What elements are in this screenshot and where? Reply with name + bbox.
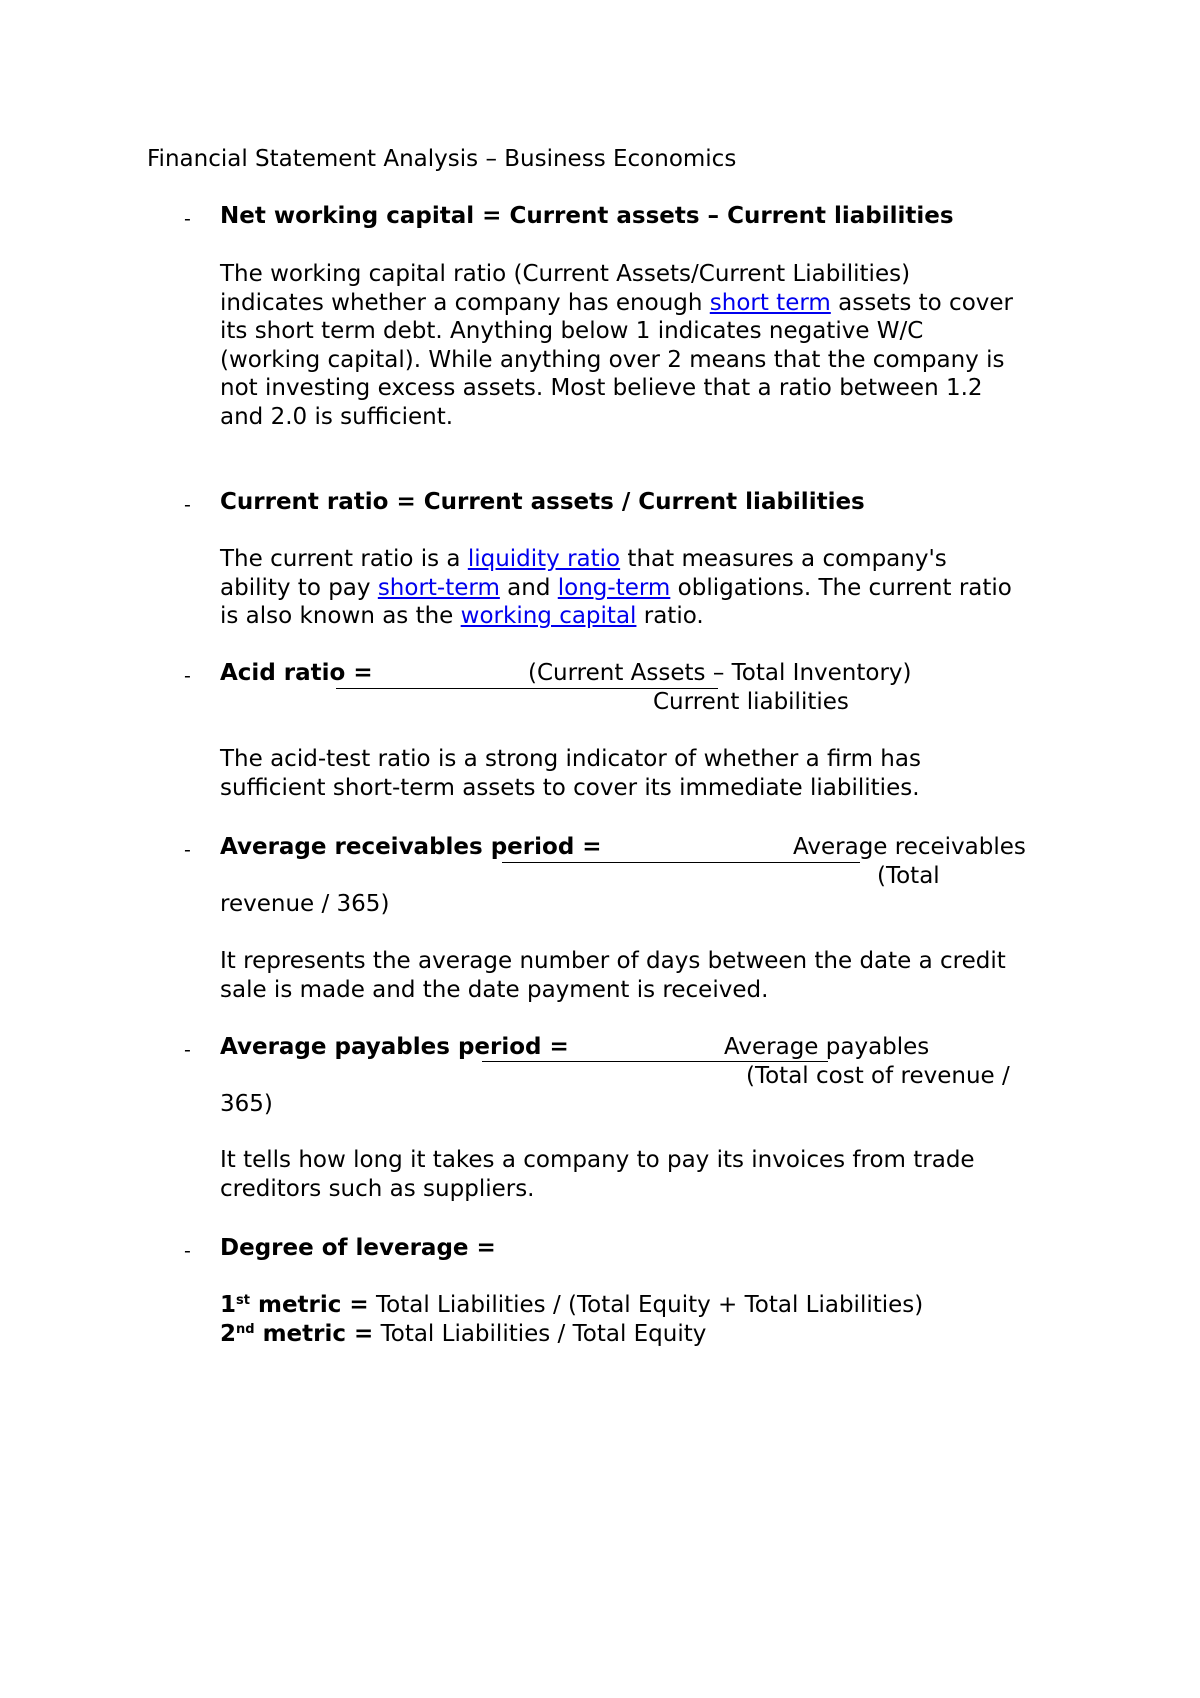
leverage-metrics <box>220 1291 1100 1348</box>
degree-of-leverage-heading: Degree of leverage = <box>220 1235 496 1261</box>
bullet-dash: - <box>184 208 191 230</box>
first-metric: 1st metric = Total Liabilities / (Total Equity + Total Liabilities) <box>220 1292 924 1318</box>
bullet-dash: - <box>184 1240 191 1262</box>
average-payables-denominator: (Total cost of revenue / <box>746 1063 1010 1089</box>
second-metric: 2nd metric = Total Liabilities / Total Equity <box>220 1320 707 1347</box>
net-working-capital-paragraph: The working capital ratio (Current Assets/Current Liabilities) indicates whether a company has enough short term assets to cover its short term debt. Anything below 1 indicates negative W/C (working capital). While anything over 2 means that the company is not investing excess assets. Most believe that a ratio between 1.2 and 2.0 is sufficient. <box>220 261 1013 430</box>
acid-ratio-paragraph: The acid-test ratio is a strong indicator of whether a firm has sufficient short-term assets to cover its immediate liabilities. <box>220 746 921 801</box>
average-payables-paragraph: It tells how long it takes a company to pay its invoices from trade creditors such as suppliers. <box>220 1147 975 1202</box>
working-capital-link[interactable]: working capital <box>460 603 637 629</box>
average-payables-numerator: Average payables <box>724 1034 930 1060</box>
average-receivables-paragraph: It represents the average number of days between the date a credit sale is made and the date payment is received. <box>220 948 1006 1003</box>
net-working-capital-heading: Net working capital = Current assets – Current liabilities <box>220 203 954 229</box>
short-term-link[interactable]: short-term <box>377 574 500 601</box>
average-payables-denominator-wrap: 365) <box>220 1091 273 1117</box>
acid-ratio-heading: Acid ratio = <box>220 660 373 686</box>
average-receivables-fraction-line <box>502 862 860 863</box>
current-ratio-heading: Current ratio = Current assets / Current liabilities <box>220 489 865 515</box>
bullet-dash: - <box>184 839 191 861</box>
current-ratio-paragraph: The current ratio is a liquidity ratio that measures a company's ability to pay short-term and long-term obligations. The current ratio is also known as the working capital ratio. <box>220 546 1012 629</box>
average-payables-period-heading: Average payables period = <box>220 1034 569 1060</box>
bullet-dash: - <box>184 665 191 687</box>
average-receivables-denominator: (Total <box>877 863 940 889</box>
bullet-dash: - <box>184 494 191 516</box>
liquidity-ratio-link[interactable]: liquidity ratio <box>467 546 621 572</box>
average-receivables-period-heading: Average receivables period = <box>220 834 602 860</box>
long-term-link[interactable]: long-term <box>557 574 671 601</box>
document-title: Financial Statement Analysis – Business Economics <box>147 146 737 172</box>
acid-ratio-numerator: (Current Assets – Total Inventory) <box>528 660 912 686</box>
bullet-dash: - <box>184 1039 191 1061</box>
average-receivables-denominator-wrap: revenue / 365) <box>220 891 390 917</box>
short-term-link[interactable]: short term <box>709 289 831 316</box>
acid-ratio-denominator: Current liabilities <box>653 689 849 715</box>
average-receivables-numerator: Average receivables <box>793 834 1026 860</box>
